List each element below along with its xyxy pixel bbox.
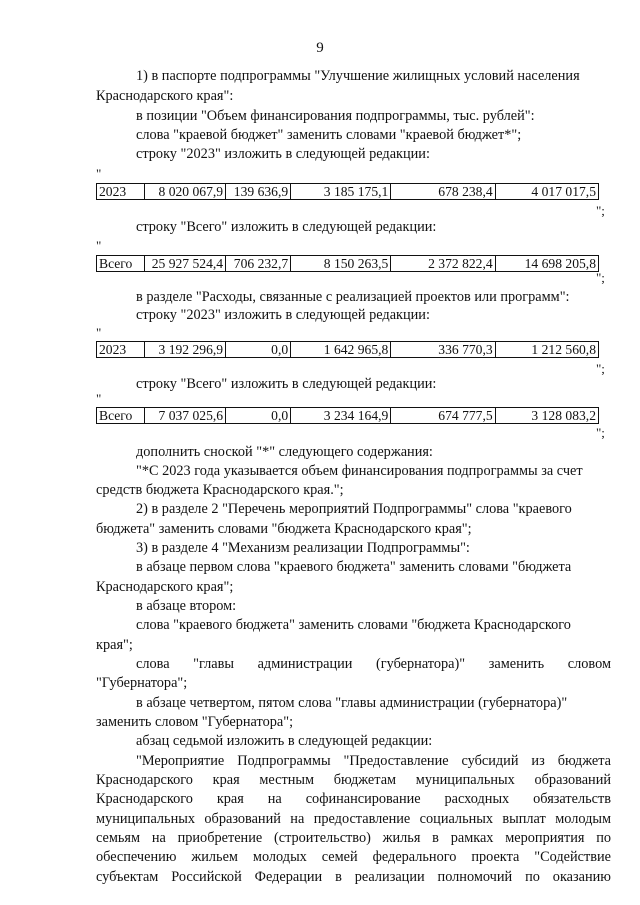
text-line: строку "2023" изложить в следующей редакции: <box>136 146 430 162</box>
table-row <box>97 184 599 200</box>
text-line: края"; <box>96 637 133 653</box>
text-line: в абзаце втором: <box>136 598 237 614</box>
text-line: Краснодарского края": <box>96 88 234 104</box>
text-line: дополнить сноской "*" следующего содержания: <box>136 444 433 460</box>
text-line: средств бюджета Краснодарского края."; <box>96 482 344 498</box>
text-line: 1) в паспорте подпрограммы "Улучшение жилищных условий населения <box>136 68 580 84</box>
text-line: Краснодарского края на софинансирование расходных обязательств <box>96 791 611 807</box>
text-line: строку "Всего" изложить в следующей редакции: <box>136 376 437 392</box>
text-line: в абзаце четвертом, пятом слова "главы администрации (губернатора)" <box>136 695 568 711</box>
table-row <box>97 408 599 424</box>
text-line: семьям на приобретение (строительство) жилья в рамках мероприятия по <box>96 830 611 846</box>
text-line: слова "краевой бюджет" заменить словами "краевой бюджет*"; <box>136 127 522 143</box>
table-cell: 1 642 965,8 <box>291 342 391 358</box>
table-cell: 7 037 025,6 <box>144 408 226 424</box>
open-quote-mark: " <box>96 238 102 253</box>
text-line: слова "главы администрации (губернатора)" заменить словом <box>136 656 611 672</box>
text-line: бюджета" заменить словами "бюджета Краснодарского края"; <box>96 521 472 537</box>
text-line: субъектам Российской Федерации в реализации полномочий по оказанию <box>96 869 611 885</box>
table-cell: 2023 <box>97 184 145 200</box>
open-quote-mark: " <box>96 166 102 181</box>
table-cell: 8 020 067,9 <box>144 184 226 200</box>
table-cell: 3 192 296,9 <box>144 342 226 358</box>
table-cell: 139 636,9 <box>226 184 291 200</box>
table-total-expenses <box>96 407 599 424</box>
table-2023-financing <box>96 183 599 200</box>
close-quote-mark: "; <box>596 270 605 285</box>
open-quote-mark: " <box>96 391 102 406</box>
table-total-financing <box>96 255 599 272</box>
text-line: слова "краевого бюджета" заменить словами "бюджета Краснодарского <box>136 617 571 633</box>
table-cell: 3 128 083,2 <box>495 408 598 424</box>
table-cell: 336 770,3 <box>391 342 495 358</box>
text-line: "*С 2023 года указывается объем финансирования подпрограммы за счет <box>136 463 583 479</box>
text-line: Краснодарского края"; <box>96 579 234 595</box>
text-line: "Губернатора"; <box>96 675 188 691</box>
table-cell: 0,0 <box>226 342 291 358</box>
table-cell: Всего <box>97 256 145 272</box>
text-line: муниципальных образований на предоставление социальных выплат молодым <box>96 811 611 827</box>
table-cell: 1 212 560,8 <box>495 342 598 358</box>
text-line: Краснодарского края местным бюджетам муниципальных образований <box>96 772 611 788</box>
text-line: в абзаце первом слова "краевого бюджета" заменить словами "бюджета <box>136 559 572 575</box>
close-quote-mark: "; <box>596 425 605 440</box>
text-line: строку "Всего" изложить в следующей редакции: <box>136 219 437 235</box>
table-cell: 0,0 <box>226 408 291 424</box>
table-cell: 3 234 164,9 <box>291 408 391 424</box>
table-2023-expenses <box>96 341 599 358</box>
close-quote-mark: "; <box>596 203 605 218</box>
table-cell: 2 372 822,4 <box>391 256 495 272</box>
text-line: заменить словом "Губернатора"; <box>96 714 294 730</box>
table-cell: 25 927 524,4 <box>144 256 226 272</box>
table-cell: 2023 <box>97 342 145 358</box>
table-row <box>97 256 599 272</box>
text-line: 2) в разделе 2 "Перечень мероприятий Подпрограммы" слова "краевого <box>136 501 572 517</box>
table-cell: 678 238,4 <box>391 184 495 200</box>
table-cell: 706 232,7 <box>226 256 291 272</box>
text-line: в разделе "Расходы, связанные с реализацией проектов или программ": <box>136 289 570 305</box>
text-line: 3) в разделе 4 "Механизм реализации Подпрограммы": <box>136 540 470 556</box>
text-line: строку "2023" изложить в следующей редакции: <box>136 307 430 323</box>
table-cell: 4 017 017,5 <box>495 184 598 200</box>
text-line: "Мероприятие Подпрограммы "Предоставление субсидий из бюджета <box>136 753 611 769</box>
table-cell: 8 150 263,5 <box>291 256 391 272</box>
table-cell: 3 185 175,1 <box>291 184 391 200</box>
table-row <box>97 342 599 358</box>
close-quote-mark: "; <box>596 361 605 376</box>
text-line: обеспечению жильем молодых семей федерального проекта "Содействие <box>96 849 611 865</box>
open-quote-mark: " <box>96 325 102 340</box>
page-number: 9 <box>316 40 324 56</box>
text-line: абзац седьмой изложить в следующей редакции: <box>136 733 433 749</box>
table-cell: 14 698 205,8 <box>495 256 598 272</box>
table-cell: 674 777,5 <box>391 408 495 424</box>
table-cell: Всего <box>97 408 145 424</box>
text-line: в позиции "Объем финансирования подпрограммы, тыс. рублей": <box>136 108 535 124</box>
